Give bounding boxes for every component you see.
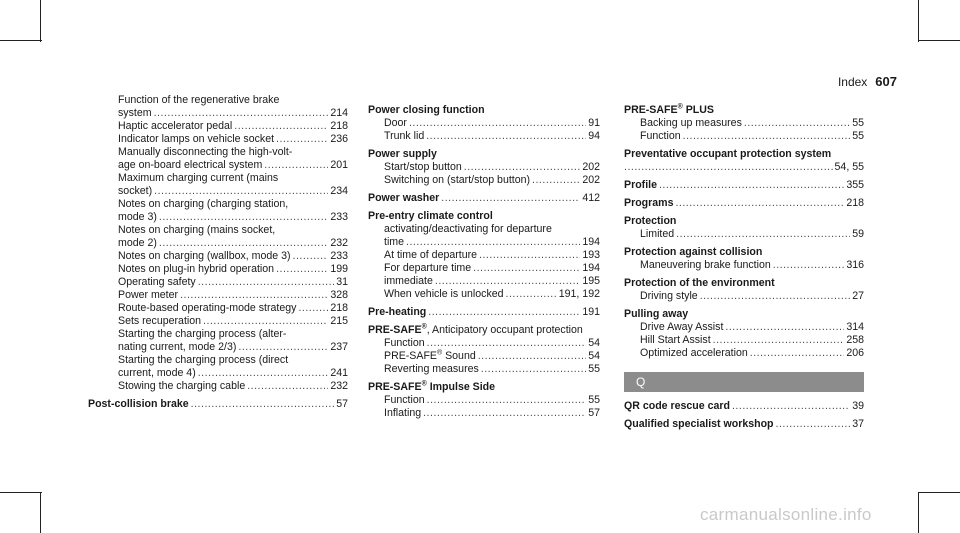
index-entry[interactable]: Limited ..... 59 xyxy=(624,228,864,241)
index-heading: PRE-SAFE® PLUS xyxy=(624,103,714,116)
index-entry: Starting the charging process (direct xyxy=(118,354,289,366)
index-entry[interactable]: system ..... 214 xyxy=(102,107,348,120)
crop-mark xyxy=(0,492,42,493)
index-entry[interactable]: PRE-SAFE® Sound ..... 54 xyxy=(368,350,600,363)
crop-mark xyxy=(918,492,960,493)
index-entry[interactable]: Switching on (start/stop button) ..... 202 xyxy=(368,174,600,187)
index-entry: Manually disconnecting the high-volt- xyxy=(118,146,293,158)
index-entry[interactable]: age on-board electrical system ..... 201 xyxy=(102,159,348,172)
index-entry[interactable]: For departure time ..... 194 xyxy=(368,262,600,275)
index-heading[interactable]: Qualified specialist workshop ..... 37 xyxy=(624,418,864,431)
crop-mark xyxy=(40,492,41,533)
crop-mark xyxy=(918,492,919,533)
index-entry[interactable]: Maneuvering brake function ..... 316 xyxy=(624,259,864,272)
index-heading[interactable]: Post-collision brake ..... 57 xyxy=(88,398,348,411)
index-heading: Power closing function xyxy=(368,104,485,116)
index-entry[interactable]: Notes on charging (wallbox, mode 3) ..... 233 xyxy=(102,250,348,263)
index-entry[interactable]: Haptic accelerator pedal ..... 218 xyxy=(102,120,348,133)
index-entry[interactable]: mode 2) ..... 232 xyxy=(102,237,348,250)
index-entry: Notes on charging (mains socket, xyxy=(118,224,276,236)
index-heading[interactable]: Programs ..... 218 xyxy=(624,197,864,210)
index-column-1 xyxy=(88,94,348,411)
index-entry[interactable]: socket) ..... 234 xyxy=(102,185,348,198)
index-heading: Protection against collision xyxy=(624,246,763,258)
index-entry[interactable]: Function ..... 55 xyxy=(624,130,864,143)
watermark: carmanualsonline.info xyxy=(700,505,872,524)
index-entry[interactable]: Inflating ..... 57 xyxy=(368,407,600,420)
index-entry[interactable]: Function ..... 55 xyxy=(368,394,600,407)
index-entry[interactable]: Notes on plug-in hybrid operation ..... 199 xyxy=(102,263,348,276)
index-heading: Pre-entry climate control xyxy=(368,210,493,222)
index-entry[interactable]: Drive Away Assist ..... 314 xyxy=(624,321,864,334)
index-entry: Starting the charging process (alter- xyxy=(118,328,287,340)
index-entry[interactable]: nating current, mode 2/3) ..... 237 xyxy=(102,341,348,354)
index-entry[interactable]: ..... 54, 55 xyxy=(624,161,864,174)
index-entry[interactable]: Route-based operating-mode strategy ..... 218 xyxy=(102,302,348,315)
index-heading: Preventative occupant protection system xyxy=(624,148,832,160)
index-entry: Notes on charging (charging station, xyxy=(118,198,289,210)
index-heading: PRE-SAFE®, Anticipatory occupant protection xyxy=(368,323,583,336)
index-entry: activating/deactivating for departure xyxy=(384,223,552,235)
index-heading[interactable]: Pre-heating ..... 191 xyxy=(368,306,600,319)
crop-mark xyxy=(918,40,960,41)
index-heading: Protection of the environment xyxy=(624,277,775,289)
index-entry[interactable]: Hill Start Assist ..... 258 xyxy=(624,334,864,347)
index-heading: PRE-SAFE® Impulse Side xyxy=(368,380,496,393)
section-letter-bar: Q xyxy=(624,372,864,392)
index-entry[interactable]: Operating safety ..... 31 xyxy=(102,276,348,289)
index-column-3 xyxy=(624,104,864,431)
index-entry[interactable]: At time of departure ..... 193 xyxy=(368,249,600,262)
index-entry[interactable]: Reverting measures ..... 55 xyxy=(368,363,600,376)
crop-mark xyxy=(0,40,42,41)
index-column-2 xyxy=(368,104,600,420)
index-entry[interactable]: When vehicle is unlocked ..... 191, 192 xyxy=(368,288,600,301)
index-entry[interactable]: Backing up measures ..... 55 xyxy=(624,117,864,130)
index-entry[interactable]: Optimized acceleration ..... 206 xyxy=(624,347,864,360)
index-entry[interactable]: current, mode 4) ..... 241 xyxy=(102,367,348,380)
index-entry[interactable]: Start/stop button ..... 202 xyxy=(368,161,600,174)
page-header xyxy=(838,74,897,89)
index-heading[interactable]: Power washer ..... 412 xyxy=(368,192,600,205)
index-entry[interactable]: mode 3) ..... 233 xyxy=(102,211,348,224)
index-entry[interactable]: immediate ..... 195 xyxy=(368,275,600,288)
index-entry[interactable]: Sets recuperation ..... 215 xyxy=(102,315,348,328)
header-label: Index xyxy=(837,75,868,89)
index-entry: Maximum charging current (mains xyxy=(118,172,279,184)
index-entry[interactable]: Driving style ..... 27 xyxy=(624,290,864,303)
index-entry[interactable]: time ..... 194 xyxy=(368,236,600,249)
index-entry[interactable]: Trunk lid ..... 94 xyxy=(368,130,600,143)
index-entry: Function of the regenerative brake xyxy=(118,94,280,106)
index-heading: Protection xyxy=(624,215,677,227)
page-number: 607 xyxy=(875,74,897,89)
crop-mark xyxy=(918,0,919,42)
index-heading[interactable]: Profile ..... 355 xyxy=(624,179,864,192)
index-heading: Pulling away xyxy=(624,308,689,320)
index-entry[interactable]: Stowing the charging cable ..... 232 xyxy=(102,380,348,393)
index-heading: Power supply xyxy=(368,148,437,160)
index-entry[interactable]: Indicator lamps on vehicle socket ..... 236 xyxy=(102,133,348,146)
index-heading[interactable]: QR code rescue card ..... 39 xyxy=(624,400,864,413)
index-entry[interactable]: Function ..... 54 xyxy=(368,337,600,350)
index-entry[interactable]: Power meter ..... 328 xyxy=(102,289,348,302)
index-entry[interactable]: Door ..... 91 xyxy=(368,117,600,130)
crop-mark xyxy=(40,0,41,42)
